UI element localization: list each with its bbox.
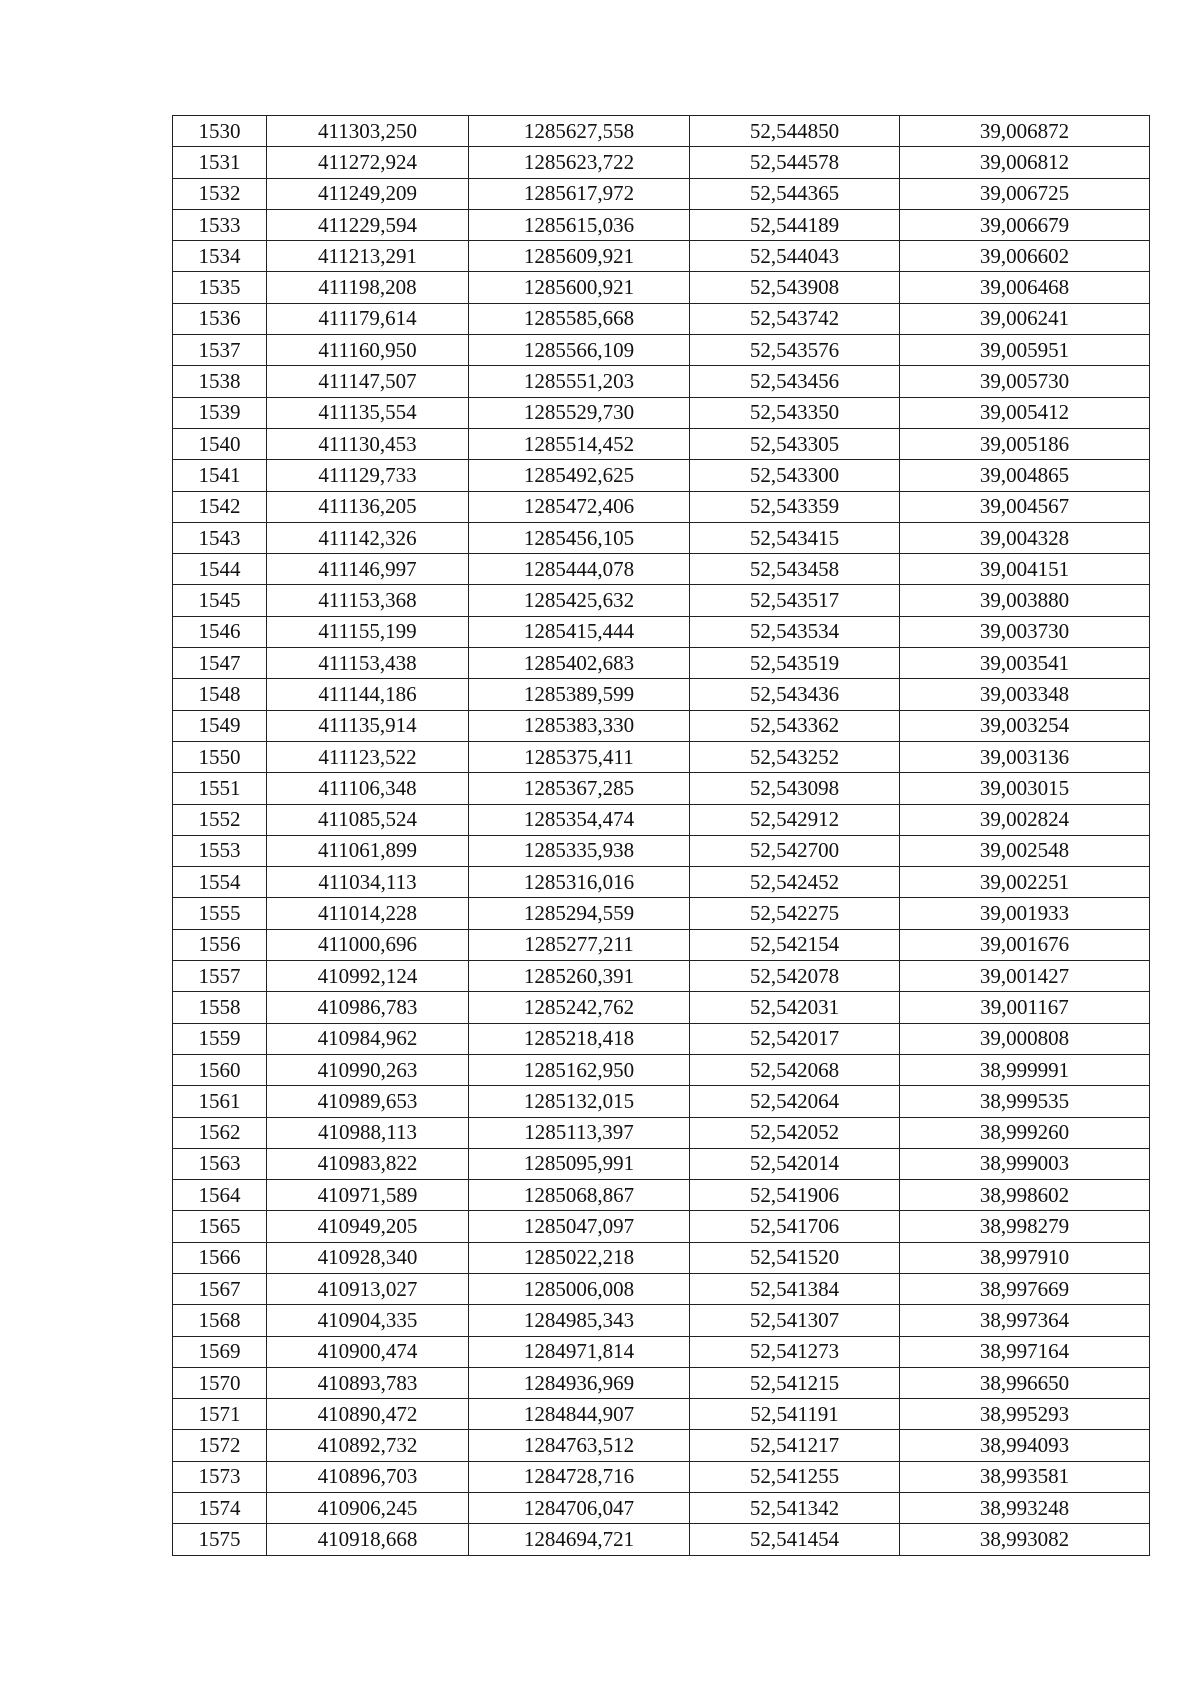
table-row [173,898,1150,929]
latitude-cell: 52,541342 [690,1493,900,1524]
table-row [173,1211,1150,1242]
table-row [173,272,1150,303]
table-row [173,491,1150,522]
latitude-cell: 52,543415 [690,522,900,553]
y-coordinate-cell: 1284971,814 [469,1336,690,1367]
table-row [173,1242,1150,1273]
latitude-cell: 52,543252 [690,741,900,772]
latitude-cell: 52,542700 [690,835,900,866]
table-row [173,397,1150,428]
y-coordinate-cell: 1285113,397 [469,1117,690,1148]
point-number-cell: 1542 [173,491,267,522]
table-row [173,648,1150,679]
point-number-cell: 1573 [173,1461,267,1492]
point-number-cell: 1572 [173,1430,267,1461]
table-row [173,616,1150,647]
point-number-cell: 1540 [173,428,267,459]
table-row [173,1367,1150,1398]
table-row [173,679,1150,710]
point-number-cell: 1555 [173,898,267,929]
point-number-cell: 1563 [173,1148,267,1179]
longitude-cell: 39,001167 [900,992,1150,1023]
x-coordinate-cell: 411155,199 [267,616,469,647]
longitude-cell: 39,001676 [900,929,1150,960]
longitude-cell: 39,002548 [900,835,1150,866]
point-number-cell: 1568 [173,1305,267,1336]
y-coordinate-cell: 1285627,558 [469,116,690,147]
x-coordinate-cell: 410906,245 [267,1493,469,1524]
x-coordinate-cell: 411144,186 [267,679,469,710]
point-number-cell: 1552 [173,804,267,835]
y-coordinate-cell: 1285162,950 [469,1054,690,1085]
latitude-cell: 52,543362 [690,710,900,741]
x-coordinate-cell: 411198,208 [267,272,469,303]
point-number-cell: 1562 [173,1117,267,1148]
latitude-cell: 52,541706 [690,1211,900,1242]
x-coordinate-cell: 410896,703 [267,1461,469,1492]
latitude-cell: 52,541906 [690,1180,900,1211]
latitude-cell: 52,543456 [690,366,900,397]
latitude-cell: 52,541307 [690,1305,900,1336]
longitude-cell: 38,993581 [900,1461,1150,1492]
y-coordinate-cell: 1285022,218 [469,1242,690,1273]
point-number-cell: 1536 [173,303,267,334]
x-coordinate-cell: 410988,113 [267,1117,469,1148]
x-coordinate-cell: 411179,614 [267,303,469,334]
longitude-cell: 39,002824 [900,804,1150,835]
y-coordinate-cell: 1285585,668 [469,303,690,334]
table-row [173,1054,1150,1085]
latitude-cell: 52,544189 [690,209,900,240]
latitude-cell: 52,543742 [690,303,900,334]
latitude-cell: 52,542068 [690,1054,900,1085]
y-coordinate-cell: 1285529,730 [469,397,690,428]
table-row [173,1461,1150,1492]
table-row [173,867,1150,898]
y-coordinate-cell: 1285389,599 [469,679,690,710]
latitude-cell: 52,543534 [690,616,900,647]
latitude-cell: 52,544043 [690,241,900,272]
x-coordinate-cell: 410892,732 [267,1430,469,1461]
point-number-cell: 1556 [173,929,267,960]
longitude-cell: 39,006679 [900,209,1150,240]
point-number-cell: 1560 [173,1054,267,1085]
point-number-cell: 1530 [173,116,267,147]
y-coordinate-cell: 1284936,969 [469,1367,690,1398]
x-coordinate-cell: 410983,822 [267,1148,469,1179]
table-row [173,741,1150,772]
y-coordinate-cell: 1285383,330 [469,710,690,741]
point-number-cell: 1546 [173,616,267,647]
latitude-cell: 52,542078 [690,961,900,992]
x-coordinate-cell: 411135,914 [267,710,469,741]
latitude-cell: 52,543098 [690,773,900,804]
longitude-cell: 39,003015 [900,773,1150,804]
point-number-cell: 1559 [173,1023,267,1054]
longitude-cell: 39,003880 [900,585,1150,616]
longitude-cell: 39,001427 [900,961,1150,992]
latitude-cell: 52,541215 [690,1367,900,1398]
x-coordinate-cell: 410949,205 [267,1211,469,1242]
longitude-cell: 39,005951 [900,335,1150,366]
table-row [173,710,1150,741]
point-number-cell: 1550 [173,741,267,772]
x-coordinate-cell: 411229,594 [267,209,469,240]
table-row [173,335,1150,366]
y-coordinate-cell: 1285367,285 [469,773,690,804]
y-coordinate-cell: 1285425,632 [469,585,690,616]
x-coordinate-cell: 411303,250 [267,116,469,147]
latitude-cell: 52,543576 [690,335,900,366]
y-coordinate-cell: 1285095,991 [469,1148,690,1179]
latitude-cell: 52,543436 [690,679,900,710]
latitude-cell: 52,543458 [690,554,900,585]
latitude-cell: 52,542052 [690,1117,900,1148]
table-row [173,554,1150,585]
point-number-cell: 1569 [173,1336,267,1367]
x-coordinate-cell: 410913,027 [267,1273,469,1304]
point-number-cell: 1575 [173,1524,267,1555]
point-number-cell: 1564 [173,1180,267,1211]
longitude-cell: 38,998602 [900,1180,1150,1211]
y-coordinate-cell: 1285242,762 [469,992,690,1023]
latitude-cell: 52,544850 [690,116,900,147]
longitude-cell: 38,999003 [900,1148,1150,1179]
x-coordinate-cell: 411136,205 [267,491,469,522]
y-coordinate-cell: 1285335,938 [469,835,690,866]
table-row [173,116,1150,147]
y-coordinate-cell: 1285472,406 [469,491,690,522]
y-coordinate-cell: 1285260,391 [469,961,690,992]
x-coordinate-cell: 410989,653 [267,1086,469,1117]
x-coordinate-cell: 411000,696 [267,929,469,960]
latitude-cell: 52,542031 [690,992,900,1023]
latitude-cell: 52,542452 [690,867,900,898]
y-coordinate-cell: 1284844,907 [469,1399,690,1430]
latitude-cell: 52,541191 [690,1399,900,1430]
x-coordinate-cell: 411153,438 [267,648,469,679]
longitude-cell: 39,006602 [900,241,1150,272]
latitude-cell: 52,542017 [690,1023,900,1054]
longitude-cell: 38,997910 [900,1242,1150,1273]
y-coordinate-cell: 1285277,211 [469,929,690,960]
point-number-cell: 1538 [173,366,267,397]
x-coordinate-cell: 410918,668 [267,1524,469,1555]
table-row [173,585,1150,616]
y-coordinate-cell: 1285492,625 [469,460,690,491]
table-row [173,147,1150,178]
longitude-cell: 38,997164 [900,1336,1150,1367]
latitude-cell: 52,543350 [690,397,900,428]
table-row [173,835,1150,866]
point-number-cell: 1535 [173,272,267,303]
y-coordinate-cell: 1285566,109 [469,335,690,366]
longitude-cell: 39,006872 [900,116,1150,147]
longitude-cell: 39,006241 [900,303,1150,334]
longitude-cell: 39,003730 [900,616,1150,647]
table-row [173,1023,1150,1054]
longitude-cell: 39,004151 [900,554,1150,585]
table-row [173,773,1150,804]
y-coordinate-cell: 1285068,867 [469,1180,690,1211]
point-number-cell: 1570 [173,1367,267,1398]
x-coordinate-cell: 410986,783 [267,992,469,1023]
table-row [173,1336,1150,1367]
y-coordinate-cell: 1284763,512 [469,1430,690,1461]
longitude-cell: 39,000808 [900,1023,1150,1054]
longitude-cell: 38,997364 [900,1305,1150,1336]
point-number-cell: 1544 [173,554,267,585]
table-row [173,366,1150,397]
latitude-cell: 52,543305 [690,428,900,459]
longitude-cell: 38,995293 [900,1399,1150,1430]
longitude-cell: 39,004328 [900,522,1150,553]
point-number-cell: 1543 [173,522,267,553]
longitude-cell: 38,993248 [900,1493,1150,1524]
y-coordinate-cell: 1284694,721 [469,1524,690,1555]
point-number-cell: 1541 [173,460,267,491]
x-coordinate-cell: 411130,453 [267,428,469,459]
point-number-cell: 1558 [173,992,267,1023]
longitude-cell: 39,005730 [900,366,1150,397]
x-coordinate-cell: 411123,522 [267,741,469,772]
longitude-cell: 39,006812 [900,147,1150,178]
x-coordinate-cell: 411142,326 [267,522,469,553]
y-coordinate-cell: 1284985,343 [469,1305,690,1336]
x-coordinate-cell: 411129,733 [267,460,469,491]
x-coordinate-cell: 411146,997 [267,554,469,585]
x-coordinate-cell: 411272,924 [267,147,469,178]
latitude-cell: 52,541520 [690,1242,900,1273]
x-coordinate-cell: 411213,291 [267,241,469,272]
latitude-cell: 52,544578 [690,147,900,178]
x-coordinate-cell: 411034,113 [267,867,469,898]
y-coordinate-cell: 1285514,452 [469,428,690,459]
x-coordinate-cell: 410893,783 [267,1367,469,1398]
y-coordinate-cell: 1285600,921 [469,272,690,303]
x-coordinate-cell: 410890,472 [267,1399,469,1430]
x-coordinate-cell: 411160,950 [267,335,469,366]
latitude-cell: 52,543908 [690,272,900,303]
point-number-cell: 1557 [173,961,267,992]
x-coordinate-cell: 410900,474 [267,1336,469,1367]
point-number-cell: 1553 [173,835,267,866]
y-coordinate-cell: 1285006,008 [469,1273,690,1304]
table-row [173,1305,1150,1336]
table-row [173,460,1150,491]
latitude-cell: 52,541255 [690,1461,900,1492]
point-number-cell: 1533 [173,209,267,240]
x-coordinate-cell: 411135,554 [267,397,469,428]
point-number-cell: 1571 [173,1399,267,1430]
longitude-cell: 39,003136 [900,741,1150,772]
y-coordinate-cell: 1285615,036 [469,209,690,240]
x-coordinate-cell: 411249,209 [267,178,469,209]
table-row [173,961,1150,992]
x-coordinate-cell: 410904,335 [267,1305,469,1336]
latitude-cell: 52,542064 [690,1086,900,1117]
x-coordinate-cell: 410971,589 [267,1180,469,1211]
y-coordinate-cell: 1285617,972 [469,178,690,209]
coordinates-table [172,115,1150,1556]
longitude-cell: 38,997669 [900,1273,1150,1304]
y-coordinate-cell: 1285623,722 [469,147,690,178]
latitude-cell: 52,541273 [690,1336,900,1367]
latitude-cell: 52,543517 [690,585,900,616]
table-row [173,1493,1150,1524]
longitude-cell: 39,004567 [900,491,1150,522]
point-number-cell: 1545 [173,585,267,616]
table-row [173,522,1150,553]
x-coordinate-cell: 410928,340 [267,1242,469,1273]
x-coordinate-cell: 411061,899 [267,835,469,866]
table-row [173,1430,1150,1461]
table-row [173,1273,1150,1304]
table-row [173,804,1150,835]
table-row [173,241,1150,272]
point-number-cell: 1561 [173,1086,267,1117]
latitude-cell: 52,544365 [690,178,900,209]
latitude-cell: 52,541217 [690,1430,900,1461]
y-coordinate-cell: 1285294,559 [469,898,690,929]
y-coordinate-cell: 1284706,047 [469,1493,690,1524]
x-coordinate-cell: 411106,348 [267,773,469,804]
longitude-cell: 38,999991 [900,1054,1150,1085]
longitude-cell: 38,993082 [900,1524,1150,1555]
y-coordinate-cell: 1285456,105 [469,522,690,553]
point-number-cell: 1574 [173,1493,267,1524]
latitude-cell: 52,543300 [690,460,900,491]
point-number-cell: 1534 [173,241,267,272]
longitude-cell: 39,005412 [900,397,1150,428]
table-row [173,428,1150,459]
longitude-cell: 39,006468 [900,272,1150,303]
longitude-cell: 39,005186 [900,428,1150,459]
latitude-cell: 52,543359 [690,491,900,522]
y-coordinate-cell: 1285375,411 [469,741,690,772]
longitude-cell: 39,002251 [900,867,1150,898]
table-row [173,1148,1150,1179]
latitude-cell: 52,542275 [690,898,900,929]
y-coordinate-cell: 1285316,016 [469,867,690,898]
longitude-cell: 39,004865 [900,460,1150,491]
y-coordinate-cell: 1285415,444 [469,616,690,647]
point-number-cell: 1547 [173,648,267,679]
longitude-cell: 39,003541 [900,648,1150,679]
point-number-cell: 1554 [173,867,267,898]
y-coordinate-cell: 1285132,015 [469,1086,690,1117]
latitude-cell: 52,541384 [690,1273,900,1304]
table-body [173,116,1150,1556]
y-coordinate-cell: 1285551,203 [469,366,690,397]
point-number-cell: 1566 [173,1242,267,1273]
table-row [173,178,1150,209]
x-coordinate-cell: 411153,368 [267,585,469,616]
table-row [173,1117,1150,1148]
longitude-cell: 38,996650 [900,1367,1150,1398]
latitude-cell: 52,541454 [690,1524,900,1555]
longitude-cell: 39,003348 [900,679,1150,710]
point-number-cell: 1549 [173,710,267,741]
y-coordinate-cell: 1285218,418 [469,1023,690,1054]
y-coordinate-cell: 1285047,097 [469,1211,690,1242]
y-coordinate-cell: 1285609,921 [469,241,690,272]
y-coordinate-cell: 1285402,683 [469,648,690,679]
table-row [173,1524,1150,1555]
table-row [173,303,1150,334]
y-coordinate-cell: 1284728,716 [469,1461,690,1492]
longitude-cell: 38,999260 [900,1117,1150,1148]
x-coordinate-cell: 411085,524 [267,804,469,835]
latitude-cell: 52,543519 [690,648,900,679]
table-row [173,1086,1150,1117]
point-number-cell: 1548 [173,679,267,710]
x-coordinate-cell: 411014,228 [267,898,469,929]
table-row [173,1180,1150,1211]
longitude-cell: 38,999535 [900,1086,1150,1117]
point-number-cell: 1565 [173,1211,267,1242]
longitude-cell: 38,994093 [900,1430,1150,1461]
point-number-cell: 1531 [173,147,267,178]
latitude-cell: 52,542912 [690,804,900,835]
y-coordinate-cell: 1285354,474 [469,804,690,835]
y-coordinate-cell: 1285444,078 [469,554,690,585]
table-row [173,209,1150,240]
point-number-cell: 1551 [173,773,267,804]
longitude-cell: 39,001933 [900,898,1150,929]
table-row [173,992,1150,1023]
x-coordinate-cell: 411147,507 [267,366,469,397]
x-coordinate-cell: 410992,124 [267,961,469,992]
table-row [173,929,1150,960]
x-coordinate-cell: 410990,263 [267,1054,469,1085]
longitude-cell: 38,998279 [900,1211,1150,1242]
longitude-cell: 39,003254 [900,710,1150,741]
point-number-cell: 1537 [173,335,267,366]
longitude-cell: 39,006725 [900,178,1150,209]
point-number-cell: 1567 [173,1273,267,1304]
point-number-cell: 1539 [173,397,267,428]
x-coordinate-cell: 410984,962 [267,1023,469,1054]
latitude-cell: 52,542014 [690,1148,900,1179]
table-row [173,1399,1150,1430]
latitude-cell: 52,542154 [690,929,900,960]
point-number-cell: 1532 [173,178,267,209]
